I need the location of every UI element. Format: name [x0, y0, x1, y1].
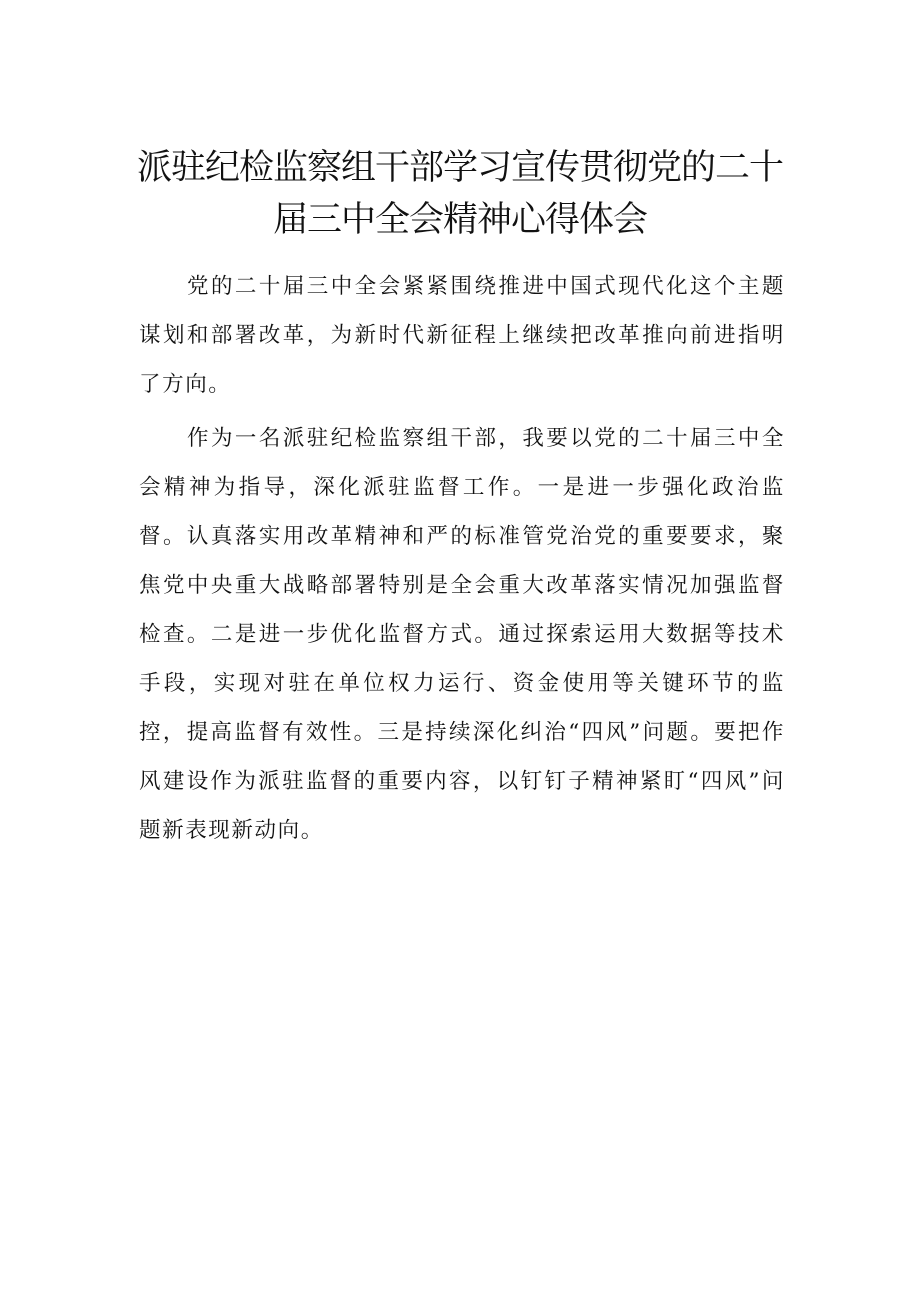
paragraph-intro: 党的二十届三中全会紧紧围绕推进中国式现代化这个主题谋划和部署改革，为新时代新征程上继续把改革推向前进指明了方向。	[139, 274, 785, 397]
title-line-1: 派驻纪检监察组干部学习宣传贯彻党的二十	[136, 148, 783, 188]
document-body	[139, 262, 785, 857]
title-line-2: 届三中全会精神心得体会	[272, 200, 647, 240]
paragraph-main: 作为一名派驻纪检监察组干部，我要以党的二十届三中全会精神为指导，深化派驻监督工作。一是进一步强化政治监督。认真落实用改革精神和严的标准管党治党的重要要求，聚焦党中央重大战略部署特别是全会重大改革落实情况加强监督检查。二是进一步优化监督方式。通过探索运用大数据等技术手段，实现对驻在单位权力运行、资金使用等关键环节的监控，提高监督有效性。三是持续深化纠治“四风”问题。要把作风建设作为派驻监督的重要内容，以钉钉子精神紧盯“四风”问题新表现新动向。	[139, 426, 785, 843]
document-title	[120, 142, 800, 246]
